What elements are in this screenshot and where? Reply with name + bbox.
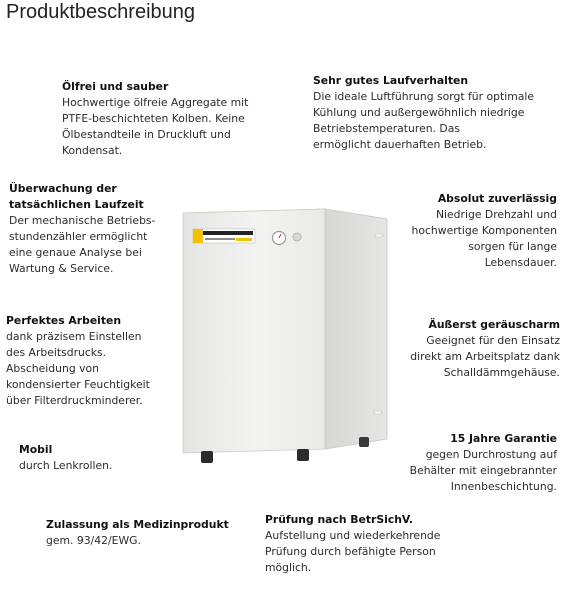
feature-inspection bbox=[265, 512, 495, 576]
feature-heading: Perfektes Arbeiten bbox=[6, 314, 122, 327]
feature-heading: Prüfung nach BetrSichV. bbox=[265, 513, 413, 526]
feature-medical-approval bbox=[46, 517, 266, 549]
page-title: Produktbeschreibung bbox=[6, 1, 196, 23]
feature-heading: 15 Jahre Garantie bbox=[450, 432, 557, 445]
feature-body: Geeignet für den Einsatz direkt am Arbeitsplatz dank Schalldämmgehäuse. bbox=[410, 334, 560, 379]
feature-body: Hochwertige ölfreie Aggregate mit PTFE-beschichteten Kolben. Keine Ölbestandteile in Druckluft und Kondensat. bbox=[62, 96, 249, 157]
feature-mobile bbox=[19, 442, 149, 474]
feature-body: gegen Durchrostung auf Behälter mit eingebrannter Innenbeschichtung. bbox=[409, 448, 557, 493]
feature-body: Niedrige Drehzahl und hochwertige Komponenten sorgen für lange Lebensdauer. bbox=[411, 208, 557, 269]
feature-heading: Mobil bbox=[19, 443, 53, 456]
feature-body: durch Lenkrollen. bbox=[19, 459, 113, 472]
feature-heading: Absolut zuverlässig bbox=[437, 192, 557, 205]
feature-heading: Ölfrei und sauber bbox=[62, 80, 169, 93]
feature-heading: Überwachung der tatsächlichen Laufzeit bbox=[9, 182, 144, 211]
feature-heading: Sehr gutes Laufverhalten bbox=[313, 74, 469, 87]
feature-perfect-work bbox=[6, 313, 181, 409]
feature-oil-free bbox=[62, 79, 282, 159]
compressor-image bbox=[175, 201, 395, 471]
feature-body: dank präzisem Einstellen des Arbeitsdrucks. Abscheidung von kondensierter Feuchtigkeit über Filterdruckminderer. bbox=[6, 330, 150, 407]
feature-running bbox=[313, 73, 573, 153]
feature-body: gem. 93/42/EWG. bbox=[46, 534, 141, 547]
feature-body: Die ideale Luftführung sorgt für optimale Kühlung und außergewöhnlich niedrige Betriebstemperaturen. Das ermöglicht dauerhaften Betrieb. bbox=[313, 90, 534, 151]
feature-body: Der mechanische Betriebs- stundenzähler ermöglicht eine genaue Analyse bei Wartung & Service. bbox=[9, 214, 156, 275]
feature-body: Aufstellung und wiederkehrende Prüfung durch befähigte Person möglich. bbox=[265, 529, 441, 574]
feature-heading: Äußerst geräuscharm bbox=[428, 318, 560, 331]
feature-runtime-monitoring bbox=[9, 181, 179, 277]
feature-heading: Zulassung als Medizinprodukt bbox=[46, 518, 229, 531]
